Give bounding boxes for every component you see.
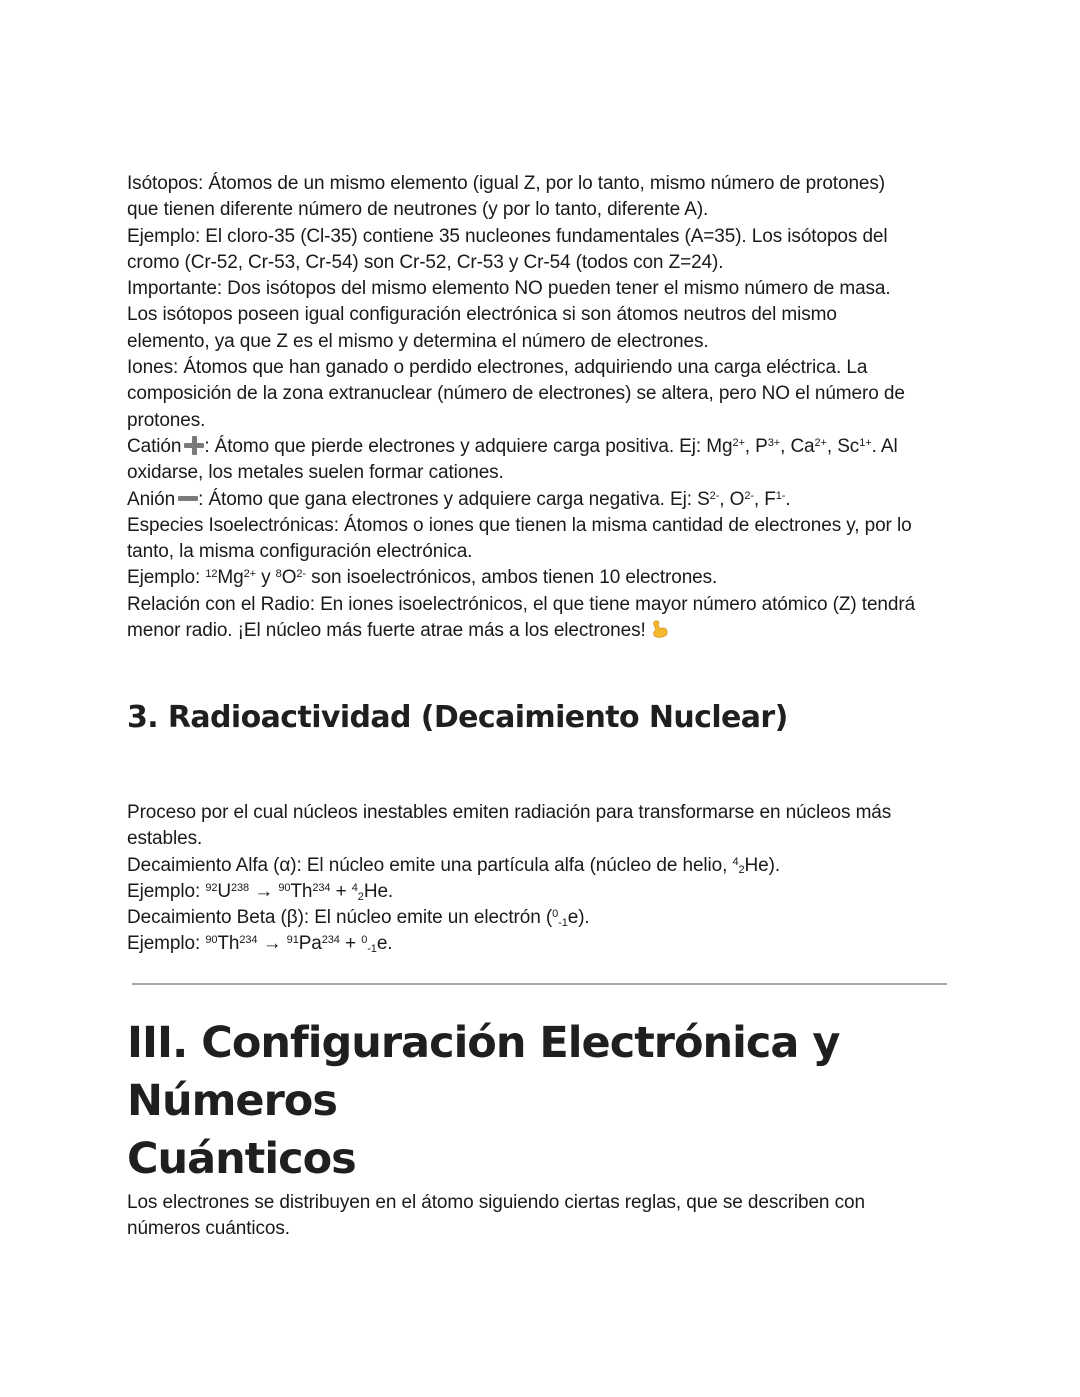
alpha-decay-line: Decaimiento Alfa (α): El núcleo emite una partícula alfa (núcleo de helio, $^4_2$He). [127,854,781,877]
beta-decay-example: Ejemplo: $^{90}Th^{234} \to ^{91}Pa^{234} + ^0_{-1}e$. [127,933,393,956]
horizontal-divider [132,983,947,985]
text-line: Especies Isoelectrónicas: Átomos o iones que tienen la misma cantidad de electrones y, por lo [127,514,912,536]
text-line: cromo (Cr-52, Cr-53, Cr-54) son Cr-52, Cr-53 y Cr-54 (todos con Z=24). [127,251,724,273]
radioactivity-paragraph [127,800,957,958]
heading-line: Cuánticos [127,1134,356,1184]
heavy-plus-icon [184,436,204,454]
text-line: Proceso por el cual núcleos inestables emiten radiación para transformarse en núcleos más [127,802,892,823]
section-heading-radioactividad: 3. Radioactividad (Decaimiento Nuclear) [127,700,788,735]
isotopes-paragraph [127,171,957,644]
anion-label: Anión [127,488,176,510]
text-line: Relación con el Radio: En iones isoelectrónicos, el que tiene mayor número atómico (Z) tendrá [127,593,916,615]
cation-label: Catión [127,435,182,457]
configuration-paragraph [127,1190,957,1243]
beta-decay-line: Decaimiento Beta (β): El núcleo emite un electrón ($^0_{-1}$e). [127,907,590,929]
text-line: Isótopos: Átomos de un mismo elemento (igual Z, por lo tanto, mismo número de protones) [127,173,885,194]
text-line: Los electrones se distribuyen en el átomo siguiendo ciertas reglas, que se describen con [127,1192,865,1213]
isotopes-section [127,171,957,644]
isoelectronic-example: Ejemplo: $^{12}Mg^{2+}$ y $^8O^{2-}$ son isoelectrónicos, ambos tienen 10 electrones. [127,567,718,589]
text-line: tanto, la misma configuración electrónica. [127,541,473,563]
text-line: Ejemplo: El cloro-35 (Cl-35) contiene 35 nucleones fundamentales (A=35). Los isótopos del [127,225,888,247]
radioactivity-section [127,800,957,958]
text-line: protones. [127,409,206,431]
text-line: Iones: Átomos que han ganado o perdido electrones, adquiriendo una carga eléctrica. La [127,357,868,379]
text-line: composición de la zona extranuclear (número de electrones) se altera, pero NO el número de [127,383,905,405]
ion-f: $F^{1-}$ [764,488,786,510]
heading-line: III. Configuración Electrónica y Números [127,1018,840,1126]
text-line: oxidarse, los metales suelen formar cationes. [127,462,504,484]
heavy-minus-icon [178,489,198,507]
text-line: números cuánticos. [127,1218,290,1240]
cation-line: Catión : Átomo que pierde electrones y adquiere carga positiva. Ej: $Mg^{2+}$, $P^{3+}$, $Ca^{2+}$, $Sc^{1+}$. Al [127,435,898,457]
text-line: elemento, ya que Z es el mismo y determina el número de electrones. [127,330,709,352]
anion-text: : Átomo que gana electrones y adquiere carga negativa. Ej: [198,488,698,510]
text-line: estables. [127,828,203,850]
radio-line-2: menor radio. ¡El núcleo más fuerte atrae más a los electrones! [127,618,957,644]
flexed-biceps-icon [650,619,670,639]
section-heading-configuracion [127,1014,967,1188]
ion-ca: $Ca^{2+}$ [790,435,827,457]
ion-sc: $Sc^{1+}$ [837,435,872,457]
ion-p: $P^{3+}$ [755,435,781,457]
configuration-intro [127,1190,957,1243]
ion-mg: $Mg^{2+}$ [706,435,745,457]
cation-text: : Átomo que pierde electrones y adquiere carga positiva. Ej: [204,435,707,457]
ion-o: $O^{2-}$ [729,488,754,510]
text-line: Importante: Dos isótopos del mismo elemento NO pueden tener el mismo número de masa. [127,278,891,300]
anion-line: Anión : Átomo que gana electrones y adquiere carga negativa. Ej: $S^{2-}$, $O^{2-}$, $F^{1-}$. [127,488,791,510]
alpha-decay-example: Ejemplo: $^{92}U^{238} \to ^{90}Th^{234} + ^4_2He$. [127,880,394,903]
text-line: Los isótopos poseen igual configuración electrónica si son átomos neutros del mismo [127,304,837,326]
text-line: que tienen diferente número de neutrones (y por lo tanto, diferente A). [127,199,709,221]
ion-s: $S^{2-}$ [697,488,720,510]
